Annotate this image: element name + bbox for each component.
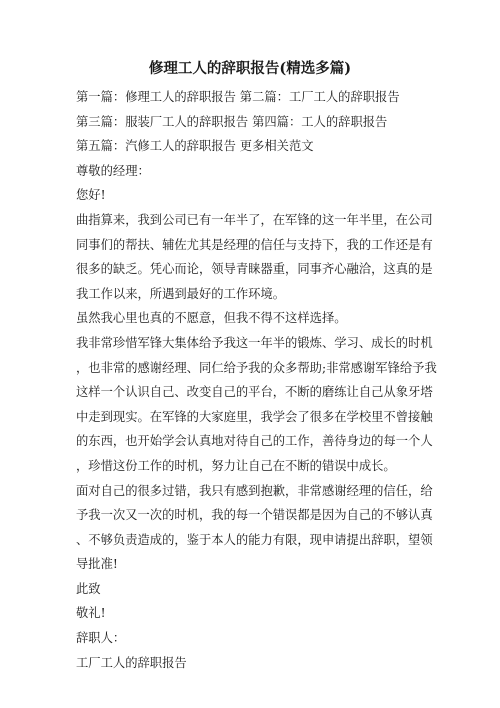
paragraph-line: 虽然我心里也真的不愿意，但我不得不这样选择。 [76,311,347,326]
greeting: 您好! [76,188,106,203]
signature-label: 辞职人： [76,631,126,646]
paragraph-line: 很多的缺乏。凭心而论，领导青睐器重，同事齐心融洽，这真的是 [76,262,433,277]
salutation: 尊敬的经理： [76,163,150,178]
paragraph-line: 导批准! [76,557,118,572]
paragraph-line: 中走到现实。在军锋的大家庭里，我学会了很多在学校里不曾接触 [76,409,433,424]
toc-line-3: 第五篇：汽修工人的辞职报告 更多相关范文 [76,139,314,154]
paragraph-line: 同事们的帮扶、辅佐尤其是经理的信任与支持下，我的工作还是有 [76,237,433,252]
paragraph-line: 这样一个认识自己、改变自己的平台，不断的磨练让自己从象牙塔 [76,385,433,400]
toc-line-2: 第三篇：服装厂工人的辞职报告 第四篇：工人的辞职报告 [76,114,388,129]
paragraph-line: 曲指算来，我到公司已有一年半了，在军锋的这一年半里，在公司 [76,212,433,227]
toc-line-1: 第一篇：修理工人的辞职报告 第二篇：工厂工人的辞职报告 [76,90,400,104]
paragraph-line: 予我一次又一次的时机，我的每一个错误都是因为自己的不够认真 [76,508,433,523]
paragraph-line: 我非常珍惜军锋大集体给予我这一年半的锻炼、学习、成长的时机 [76,335,433,350]
paragraph-line: 的东西，也开始学会认真地对待自己的工作，善待身边的每一个人 [76,434,433,449]
paragraph-line: 、不够负责造成的，鉴于本人的能力有限，现申请提出辞职，望领 [76,532,433,547]
closing-line: 敬礼! [76,606,106,621]
document-body [76,85,437,675]
next-section-title: 工厂工人的辞职报告 [76,655,187,670]
paragraph-line: 我工作以来，所遇到最好的工作环境。 [76,286,286,301]
paragraph-line: 面对自己的很多过错，我只有感到抱歉，非常感谢经理的信任，给 [76,483,433,498]
paragraph-line: ，也非常的感谢经理、同仁给予我的众多帮助;非常感谢军锋给予我 [76,360,437,375]
document-title: 修理工人的辞职报告(精选多篇) [148,60,352,77]
closing-line: 此致 [76,581,101,596]
paragraph-line: ，珍惜这份工作的时机，努力让自己在不断的错误中成长。 [76,458,396,473]
